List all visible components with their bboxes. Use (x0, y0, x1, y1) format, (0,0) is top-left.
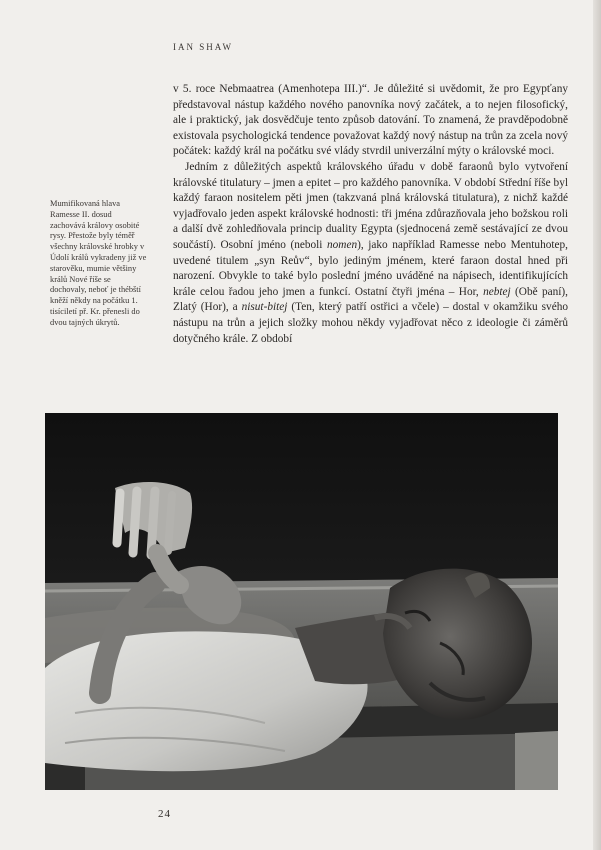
paragraph-2-part-d: (Ten, který patří ostřici a včele) – dostal v okamžiku svého nástupu na trůn a jejich složky mohou někdy vyjadřovat něco z ideologie či záměrů dotyčného krále. Z období (173, 301, 569, 345)
paragraph-2-part-a: Jedním z důležitých aspektů královského úřadu v době faraonů bylo vytvoření královské titulatury – jmen a epitet – pro každého panovníka. V období Střední říše byl každý faraon nositelem pěti jmen (takzvaná plná královská titulatura), z nichž každé vyjadřovalo jeden aspekt královské hodnosti: tři jména zdůrazňovala jeho božskou roli a další dvě zohledňovala princip duality Egypta (sjednocená země sestávající ze dvou součástí). Osobní jméno (neboli (173, 160, 568, 251)
term-nisut-bitej: nisut-bitej (241, 301, 288, 314)
term-nebtej: nebtej (483, 285, 511, 298)
page-edge (593, 0, 601, 850)
mummy-photo (45, 413, 558, 790)
term-nomen: nomen (326, 238, 358, 251)
paragraph-2 (173, 160, 568, 347)
figure-caption: Mumifikovaná hlava Ramesse II. dosud zachovává královy osobité rysy. Přestože byly téměř všechny královské hrobky v Údolí králů vykradeny již ve starověku, mumie většiny králů Nové říše se dochovaly, neboť je thébští kněží někdy na počátku 1. tisíciletí př. Kr. přenesli do dvou tajných úkrytů. (50, 199, 147, 327)
paragraph-2-part-c: (Obě paní), Zlatý (Hor), a (173, 285, 568, 314)
running-head: IAN SHAW (173, 42, 234, 52)
paragraph-1: v 5. roce Nebmaatrea (Amenhotepa III.)“. Je důležité si uvědomit, že pro Egypťany představoval nástup každého nového panovníka nový začátek, a to nejen filosofický, ale i praktický, jak dosvědčuje tento způsob datování. To znamená, že pravděpodobně existovala psychologická tendence považovat každý nový nástup na trůn za zcela nový počátek: každý král na počátku své vlády stvrdil univerzální mýty o královské moci. (173, 83, 568, 158)
body-text (173, 82, 568, 347)
page-number: 24 (158, 808, 171, 820)
paragraph-2-part-b: ), jako například Ramesse nebo Mentuhotep, uvedené titulem „syn Reův“, bylo jediným jménem, které faraon dostal hned při narození. Obvykle to také bylo poslední jméno uváděné na nápisech, identifikujících krále celou řadou jeho jmen a funkcí. Ostatní čtyři jména – Hor, (173, 238, 568, 298)
